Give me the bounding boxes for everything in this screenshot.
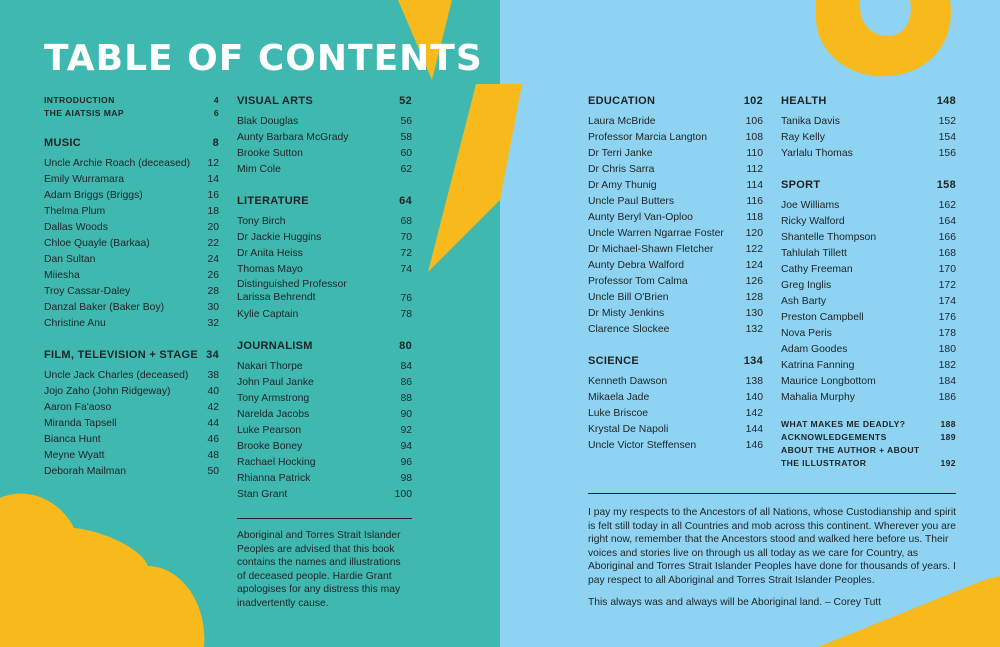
page-title: TABLE OF CONTENTS: [44, 38, 483, 79]
toc-entry[interactable]: [237, 130, 412, 146]
entry-name: THE AIATSIS MAP: [44, 108, 125, 118]
toc-entry[interactable]: [44, 464, 219, 480]
entry-name: ABOUT THE AUTHOR + ABOUT THE ILLUSTRATOR: [781, 445, 920, 468]
entry-page: 106: [745, 116, 763, 127]
entry-page: 100: [394, 489, 412, 500]
toc-column-4: [781, 92, 956, 470]
toc-entry[interactable]: [588, 258, 763, 274]
toc-entry-introduction[interactable]: [44, 94, 219, 107]
entry-name: Thelma Plum: [44, 206, 106, 217]
entry-page: 178: [938, 328, 956, 339]
entry-name: Miranda Tapsell: [44, 418, 117, 429]
entry-name: Christine Anu: [44, 318, 106, 329]
entry-page: 78: [400, 309, 412, 320]
toc-entry[interactable]: [44, 448, 219, 464]
entry-name: Miiesha: [44, 270, 80, 281]
entry-page: 32: [207, 318, 219, 329]
entry-page: 192: [940, 458, 956, 468]
entry-name: Shantelle Thompson: [781, 232, 877, 243]
toc-entry[interactable]: [781, 390, 956, 406]
entry-name: Yarlalu Thomas: [781, 148, 853, 159]
toc-entry[interactable]: [237, 407, 412, 423]
section-page: 134: [743, 355, 763, 367]
toc-entry[interactable]: [781, 294, 956, 310]
section-literature[interactable]: [237, 192, 412, 210]
back-matter-entries: [781, 418, 956, 470]
entry-page: 94: [400, 441, 412, 452]
entry-page: 50: [207, 466, 219, 477]
entry-page: 130: [745, 308, 763, 319]
visual-arts-entries: [237, 114, 412, 178]
entry-page: 98: [400, 473, 412, 484]
toc-entry[interactable]: [237, 359, 412, 375]
toc-entry[interactable]: [588, 390, 763, 406]
yellow-triangle-side: [428, 84, 500, 272]
entry-page: 122: [745, 244, 763, 255]
entry-name: Aunty Debra Walford: [588, 260, 685, 271]
toc-entry[interactable]: [588, 162, 763, 178]
entry-page: 182: [938, 360, 956, 371]
entry-page: 112: [746, 164, 763, 175]
entry-name: Emily Wurramara: [44, 174, 125, 185]
entry-name: Aunty Barbara McGrady: [237, 132, 349, 143]
toc-entry[interactable]: [588, 130, 763, 146]
section-page: 8: [212, 137, 219, 149]
entry-page: 156: [938, 148, 956, 159]
section-page: 80: [399, 340, 412, 352]
toc-entry[interactable]: [588, 374, 763, 390]
section-heading: SPORT: [781, 179, 821, 191]
entry-name: Rachael Hocking: [237, 457, 316, 468]
entry-name: Luke Briscoe: [588, 408, 649, 419]
entry-name: Ray Kelly: [781, 132, 825, 143]
entry-name: Joe Williams: [781, 200, 840, 211]
toc-entry[interactable]: [237, 246, 412, 262]
entry-name: Mahalia Murphy: [781, 392, 855, 403]
entry-name: Aunty Beryl Van-Oploo: [588, 212, 693, 223]
entry-name: Thomas Mayo: [237, 264, 303, 275]
section-page: 34: [206, 349, 219, 361]
toc-entry-about-author-illustrator[interactable]: [781, 444, 956, 470]
toc-entry[interactable]: [237, 439, 412, 455]
entry-page: 186: [938, 392, 956, 403]
entry-page: 170: [938, 264, 956, 275]
health-entries: [781, 114, 956, 162]
entry-name: Dr Chris Sarra: [588, 164, 655, 175]
section-heading: LITERATURE: [237, 195, 309, 207]
entry-name: Ash Barty: [781, 296, 827, 307]
section-heading: VISUAL ARTS: [237, 95, 314, 107]
entry-name: Deborah Mailman: [44, 466, 127, 477]
divider-line-right: [588, 493, 956, 494]
entry-page: 189: [940, 432, 956, 442]
entry-name: Uncle Jack Charles (deceased): [44, 370, 189, 381]
science-entries: [588, 374, 763, 454]
toc-entry[interactable]: [781, 198, 956, 214]
entry-page: 188: [940, 419, 956, 429]
section-education[interactable]: [588, 92, 763, 110]
entry-page: 118: [746, 212, 763, 223]
music-entries: [44, 156, 219, 332]
entry-name: Katrina Fanning: [781, 360, 855, 371]
toc-entry[interactable]: [237, 391, 412, 407]
toc-entry-what-makes-me-deadly[interactable]: [781, 418, 956, 431]
entry-page: 40: [207, 386, 219, 397]
entry-name: Brooke Boney: [237, 441, 303, 452]
entry-name: Adam Briggs (Briggs): [44, 190, 143, 201]
entry-name: Ricky Walford: [781, 216, 845, 227]
entry-name: Uncle Archie Roach (deceased): [44, 158, 191, 169]
entry-page: 18: [207, 206, 219, 217]
toc-entry[interactable]: [781, 358, 956, 374]
entry-name: Cathy Freeman: [781, 264, 853, 275]
entry-name: Mikaela Jade: [588, 392, 650, 403]
acknowledgement-closing: This always was and always will be Aboriginal land. – Corey Tutt: [588, 596, 882, 608]
entry-page: 126: [745, 276, 763, 287]
entry-name: Dr Terri Janke: [588, 148, 653, 159]
entry-page: 24: [207, 254, 219, 265]
toc-entry[interactable]: [44, 236, 219, 252]
entry-name: Danzal Baker (Baker Boy): [44, 302, 165, 313]
toc-entry[interactable]: [588, 178, 763, 194]
section-heading: FILM, TELEVISION + STAGE: [44, 349, 198, 361]
toc-entry[interactable]: [781, 214, 956, 230]
entry-page: 110: [746, 148, 763, 159]
sport-entries: [781, 198, 956, 406]
entry-name: Dr Jackie Huggins: [237, 232, 322, 243]
entry-page: 74: [400, 264, 412, 275]
entry-page: 70: [400, 232, 412, 243]
section-heading: SCIENCE: [588, 355, 639, 367]
entry-name: Greg Inglis: [781, 280, 832, 291]
entry-page: 140: [745, 392, 763, 403]
education-entries: [588, 114, 763, 338]
entry-page: 180: [938, 344, 956, 355]
entry-name: Adam Goodes: [781, 344, 848, 355]
toc-entry[interactable]: [44, 284, 219, 300]
entry-page: 72: [400, 248, 412, 259]
entry-name: Maurice Longbottom: [781, 376, 876, 387]
toc-entry[interactable]: [588, 194, 763, 210]
entry-page: 108: [745, 132, 763, 143]
toc-entry[interactable]: [44, 156, 219, 172]
toc-entry[interactable]: [781, 146, 956, 162]
entry-page: 116: [746, 196, 763, 207]
entry-name: Blak Douglas: [237, 116, 299, 127]
yellow-blob-bottom: [0, 494, 204, 647]
entry-page: 142: [745, 408, 763, 419]
entry-page: 86: [400, 377, 412, 388]
entry-page: 184: [938, 376, 956, 387]
entry-page: 62: [400, 164, 412, 175]
toc-entry[interactable]: [44, 300, 219, 316]
entry-name: Clarence Slockee: [588, 324, 670, 335]
entry-page: 146: [745, 440, 763, 451]
entry-name: Kylie Captain: [237, 309, 299, 320]
entry-name: Tony Birch: [237, 216, 286, 227]
entry-name: Meyne Wyatt: [44, 450, 105, 461]
toc-entry[interactable]: [44, 252, 219, 268]
entry-name: Dr Michael-Shawn Fletcher: [588, 244, 714, 255]
entry-page: 154: [938, 132, 956, 143]
entry-name: Dr Misty Jenkins: [588, 308, 665, 319]
yellow-ring: [816, 0, 951, 76]
entry-name: WHAT MAKES ME DEADLY?: [781, 419, 906, 429]
toc-column-3: [588, 92, 763, 454]
toc-entry[interactable]: [781, 130, 956, 146]
toc-entry[interactable]: [44, 384, 219, 400]
right-page: [500, 0, 1000, 647]
entry-name: Rhianna Patrick: [237, 473, 311, 484]
entry-page: 12: [207, 158, 219, 169]
entry-name: Tahlulah Tillett: [781, 248, 847, 259]
toc-entry[interactable]: [237, 423, 412, 439]
entry-page: 16: [207, 190, 219, 201]
toc-entry[interactable]: [237, 214, 412, 230]
entry-page: 76: [400, 293, 412, 304]
toc-entry[interactable]: [588, 226, 763, 242]
toc-entry[interactable]: [588, 438, 763, 454]
toc-entry[interactable]: [588, 422, 763, 438]
entry-name: Professor Marcia Langton: [588, 132, 707, 143]
section-page: 64: [399, 195, 412, 207]
toc-entry[interactable]: [781, 374, 956, 390]
entry-name: INTRODUCTION: [44, 95, 115, 105]
entry-page: 114: [746, 180, 763, 191]
section-page: 148: [936, 95, 956, 107]
toc-entry[interactable]: [781, 326, 956, 342]
toc-entry[interactable]: [44, 368, 219, 384]
entry-name: Mim Cole: [237, 164, 281, 175]
entry-page: 38: [207, 370, 219, 381]
toc-entry[interactable]: [237, 114, 412, 130]
entry-page: 168: [938, 248, 956, 259]
entry-page: 4: [213, 95, 219, 105]
divider-line-left: [237, 518, 412, 519]
entry-page: 174: [938, 296, 956, 307]
section-sport[interactable]: [781, 176, 956, 194]
toc-entry[interactable]: [237, 455, 412, 471]
entry-name: Distinguished Professor Larissa Behrendt: [237, 279, 347, 303]
toc-entry[interactable]: [781, 310, 956, 326]
entry-name: Professor Tom Calma: [588, 276, 688, 287]
entry-page: 60: [400, 148, 412, 159]
entry-name: Dr Anita Heiss: [237, 248, 303, 259]
entry-name: Troy Cassar-Daley: [44, 286, 131, 297]
entry-name: Uncle Warren Ngarrae Foster: [588, 228, 724, 239]
film-entries: [44, 368, 219, 480]
entry-page: 90: [400, 409, 412, 420]
entry-page: 6: [213, 108, 219, 118]
toc-entry[interactable]: [588, 114, 763, 130]
entry-name: Stan Grant: [237, 489, 288, 500]
toc-entry-aiatsis-map[interactable]: [44, 107, 219, 120]
entry-name: Uncle Paul Butters: [588, 196, 675, 207]
section-film-television-stage[interactable]: [44, 346, 219, 364]
entry-page: 58: [400, 132, 412, 143]
toc-entry[interactable]: [781, 246, 956, 262]
entry-name: Aaron Fa'aoso: [44, 402, 112, 413]
entry-name: Tanika Davis: [781, 116, 840, 127]
entry-page: 44: [207, 418, 219, 429]
entry-name: John Paul Janke: [237, 377, 314, 388]
entry-page: 96: [400, 457, 412, 468]
yellow-triangle-left: [500, 84, 522, 200]
toc-entry[interactable]: [237, 375, 412, 391]
acknowledgement-of-country: [588, 506, 960, 617]
entry-page: 56: [400, 116, 412, 127]
toc-entry[interactable]: [588, 146, 763, 162]
entry-name: Luke Pearson: [237, 425, 302, 436]
toc-entry[interactable]: [781, 278, 956, 294]
entry-name: Bianca Hunt: [44, 434, 101, 445]
entry-page: 138: [745, 376, 763, 387]
toc-entry[interactable]: [44, 204, 219, 220]
section-heading: MUSIC: [44, 137, 81, 149]
entry-name: Dan Sultan: [44, 254, 96, 265]
entry-name: Laura McBride: [588, 116, 656, 127]
entry-name: Chloe Quayle (Barkaa): [44, 238, 150, 249]
entry-name: Nakari Thorpe: [237, 361, 303, 372]
toc-entry[interactable]: [237, 487, 412, 503]
entry-page: 88: [400, 393, 412, 404]
entry-page: 22: [207, 238, 219, 249]
toc-entry[interactable]: [237, 307, 412, 323]
entry-page: 176: [938, 312, 956, 323]
section-journalism[interactable]: [237, 337, 412, 355]
toc-entry[interactable]: [44, 220, 219, 236]
entry-page: 128: [745, 292, 763, 303]
entry-page: 172: [938, 280, 956, 291]
entry-name: Brooke Sutton: [237, 148, 303, 159]
toc-entry[interactable]: [781, 262, 956, 278]
entry-name: Uncle Victor Steffensen: [588, 440, 697, 451]
toc-entry[interactable]: [44, 400, 219, 416]
entry-name: Nova Peris: [781, 328, 832, 339]
entry-name: Uncle Bill O'Brien: [588, 292, 669, 303]
toc-entry[interactable]: [588, 306, 763, 322]
section-heading: EDUCATION: [588, 95, 656, 107]
entry-page: 48: [207, 450, 219, 461]
section-visual-arts[interactable]: [237, 92, 412, 110]
entry-page: 68: [400, 216, 412, 227]
acknowledgement-paragraph: I pay my respects to the Ancestors of all Nations, whose Custodianship and spirit is felt still today in all Countries and mob across this continent. Wherever you are right now, remember that the Ancestors stood and walked here before us. Their voices and stories live on through us all today as we care for Country, as Aboriginal and Torres Strait Islander Peoples have done for thousands of years. I pay respect to all Aboriginal and Torres Strait Islander Peoples.: [588, 507, 957, 586]
entry-name: ACKNOWLEDGEMENTS: [781, 432, 887, 442]
toc-entry[interactable]: [44, 316, 219, 332]
entry-page: 30: [207, 302, 219, 313]
entry-name: Tony Armstrong: [237, 393, 310, 404]
toc-entry[interactable]: [44, 268, 219, 284]
toc-entry[interactable]: [237, 471, 412, 487]
entry-page: 20: [207, 222, 219, 233]
section-science[interactable]: [588, 352, 763, 370]
entry-name: Kenneth Dawson: [588, 376, 668, 387]
section-health[interactable]: [781, 92, 956, 110]
toc-entry[interactable]: [237, 262, 412, 278]
toc-entry[interactable]: [588, 322, 763, 338]
toc-column-1: [44, 94, 219, 480]
entry-page: 26: [207, 270, 219, 281]
section-page: 158: [936, 179, 956, 191]
toc-entry[interactable]: [237, 146, 412, 162]
toc-entry[interactable]: [781, 342, 956, 358]
toc-column-2: [237, 92, 412, 503]
toc-entry[interactable]: [781, 114, 956, 130]
toc-entry-acknowledgements[interactable]: [781, 431, 956, 444]
entry-page: 124: [745, 260, 763, 271]
entry-page: 152: [938, 116, 956, 127]
entry-page: 120: [745, 228, 763, 239]
toc-entry[interactable]: [588, 242, 763, 258]
entry-page: 132: [745, 324, 763, 335]
entry-name: Preston Campbell: [781, 312, 864, 323]
toc-entry[interactable]: [44, 172, 219, 188]
entry-name: Dr Amy Thunig: [588, 180, 657, 191]
section-heading: JOURNALISM: [237, 340, 313, 352]
toc-entry[interactable]: [44, 188, 219, 204]
literature-entries: [237, 214, 412, 323]
section-page: 102: [743, 95, 763, 107]
entry-name: Krystal De Napoli: [588, 424, 669, 435]
toc-entry[interactable]: [44, 432, 219, 448]
section-heading: HEALTH: [781, 95, 827, 107]
entry-page: 166: [938, 232, 956, 243]
toc-entry[interactable]: [588, 210, 763, 226]
toc-entry[interactable]: [588, 290, 763, 306]
journalism-entries: [237, 359, 412, 503]
entry-name: Narelda Jacobs: [237, 409, 310, 420]
section-page: 52: [399, 95, 412, 107]
entry-page: 144: [745, 424, 763, 435]
toc-entry[interactable]: [237, 162, 412, 178]
toc-entry[interactable]: [237, 230, 412, 246]
entry-page: 92: [400, 425, 412, 436]
entry-page: 162: [938, 200, 956, 211]
toc-entry[interactable]: [588, 406, 763, 422]
entry-page: 14: [207, 174, 219, 185]
entry-page: 84: [400, 361, 412, 372]
toc-entry[interactable]: [781, 230, 956, 246]
deceased-warning-note: Aboriginal and Torres Strait Islander Peoples are advised that this book contains the names and illustrations of deceased people. Hardie Grant apologises for any distress this may inadvertently cause.: [237, 530, 401, 609]
entry-page: 164: [938, 216, 956, 227]
entry-page: 28: [207, 286, 219, 297]
toc-entry[interactable]: [237, 278, 412, 307]
section-music[interactable]: [44, 134, 219, 152]
entry-page: 42: [207, 402, 219, 413]
toc-entry[interactable]: [588, 274, 763, 290]
entry-page: 46: [207, 434, 219, 445]
entry-name: Jojo Zaho (John Ridgeway): [44, 386, 171, 397]
entry-name: Dallas Woods: [44, 222, 108, 233]
toc-entry[interactable]: [44, 416, 219, 432]
